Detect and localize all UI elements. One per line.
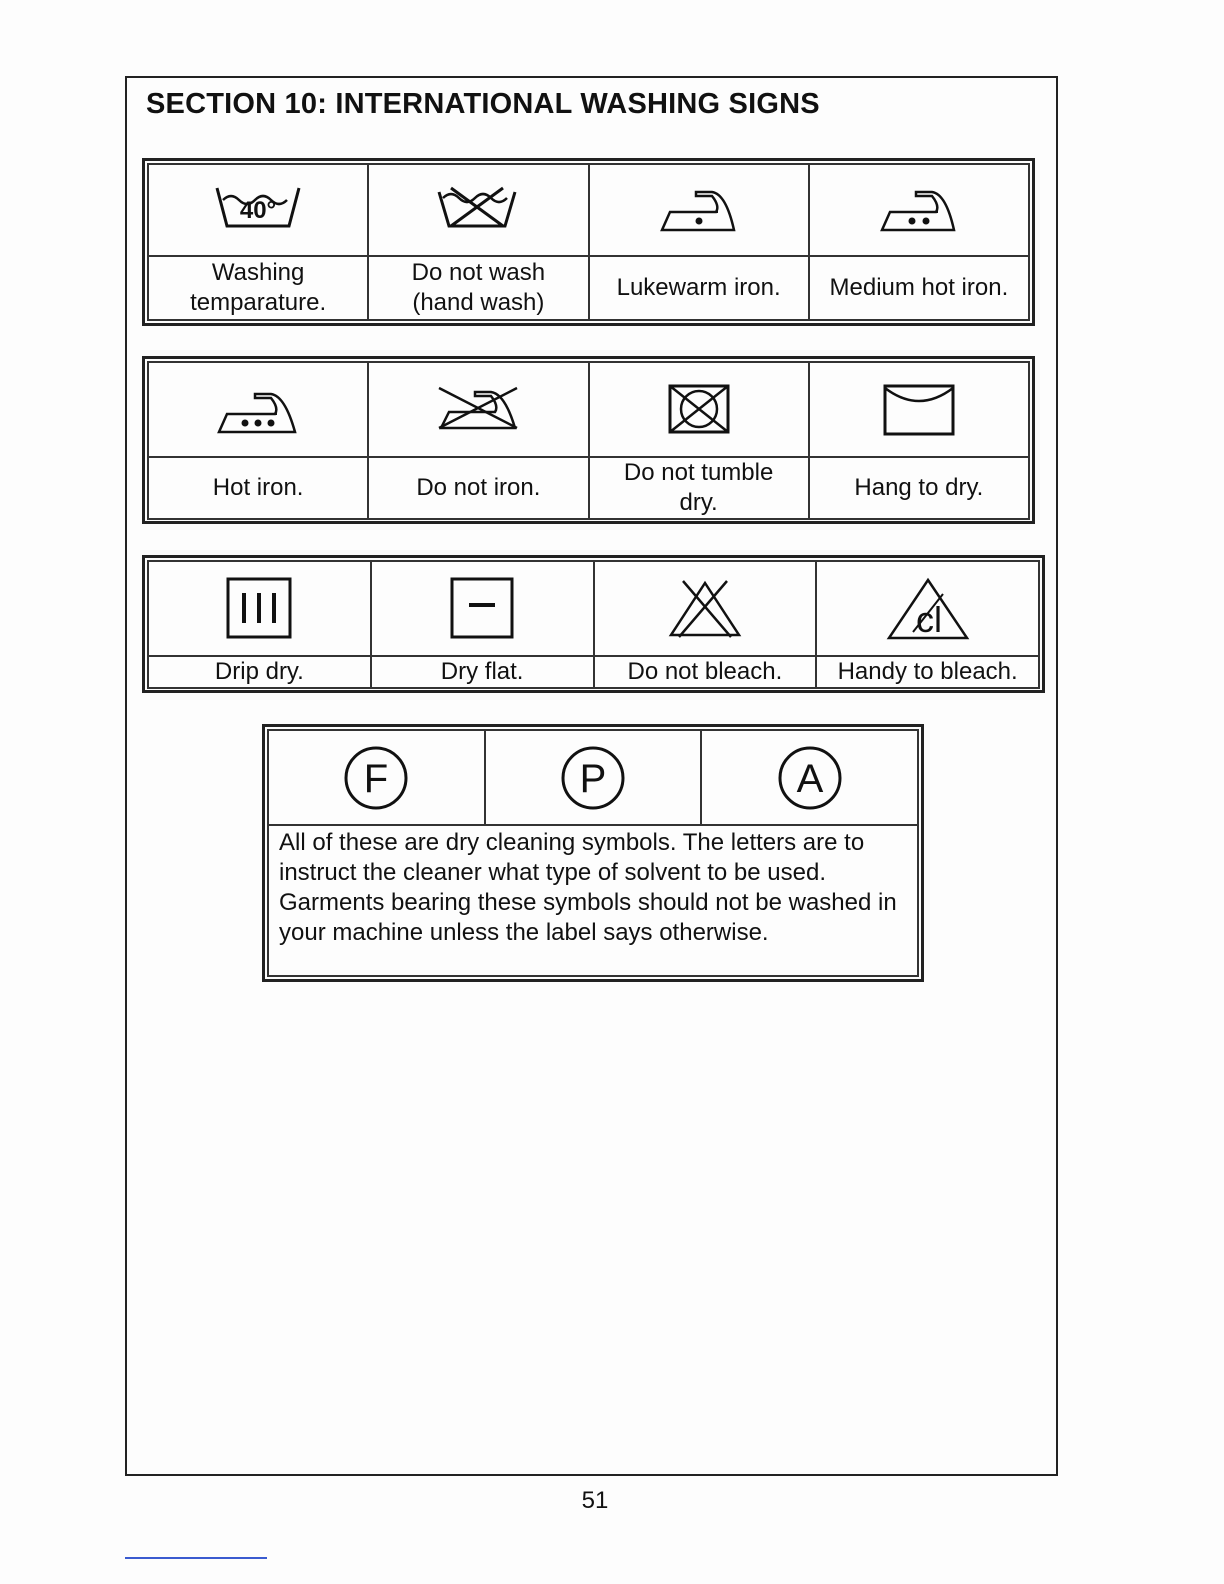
symbol-label bbox=[371, 656, 594, 688]
symbol-cell bbox=[368, 362, 588, 457]
symbol-cell bbox=[816, 561, 1039, 656]
label-dry-flat: Dry flat. bbox=[440, 658, 524, 685]
symbol-table-row-2 bbox=[142, 356, 1035, 524]
symbol-label bbox=[368, 457, 588, 519]
symbol-label bbox=[816, 656, 1039, 688]
do-not-wash-icon bbox=[433, 182, 523, 238]
dry-cleaning-description: All of these are dry cleaning symbols. The letters are to instruct the cleaner what type of solvent to be used. Garments bearing these symbols should not be washed in your machine unless the label says otherwise. bbox=[268, 825, 918, 976]
label-drip-dry: Drip dry. bbox=[214, 658, 304, 685]
symbol-label bbox=[148, 457, 368, 519]
hang-to-dry-icon bbox=[879, 382, 959, 438]
handy-to-bleach-icon bbox=[883, 576, 973, 642]
chlorine-text: cl bbox=[915, 598, 942, 640]
symbol-cell bbox=[368, 164, 588, 256]
symbol-cell bbox=[148, 164, 368, 256]
symbol-label bbox=[589, 256, 809, 320]
dry-clean-f-letter: F bbox=[364, 756, 389, 801]
iron-three-dots-icon bbox=[213, 382, 303, 438]
label-do-not-wash: Do not wash (hand wash) bbox=[411, 259, 546, 316]
label-hang-to-dry: Hang to dry. bbox=[854, 474, 984, 501]
wash-40-icon bbox=[213, 182, 303, 238]
symbol-table-row-1 bbox=[142, 158, 1035, 326]
label-medium-hot-iron: Medium hot iron. bbox=[829, 274, 1009, 301]
iron-one-dot-icon bbox=[654, 182, 744, 238]
dry-clean-p-icon bbox=[558, 743, 628, 813]
symbol-label bbox=[148, 256, 368, 320]
label-lukewarm-iron: Lukewarm iron. bbox=[616, 274, 781, 301]
footnote-divider bbox=[125, 1557, 267, 1559]
symbol-cell bbox=[589, 362, 809, 457]
do-not-bleach-icon bbox=[665, 577, 745, 641]
symbol-cell bbox=[809, 362, 1029, 457]
symbol-cell bbox=[268, 730, 485, 825]
do-not-iron-icon bbox=[433, 382, 523, 438]
label-hot-iron: Hot iron. bbox=[212, 474, 304, 501]
dry-cleaning-table bbox=[262, 724, 924, 982]
symbol-table-row-3 bbox=[142, 555, 1045, 693]
dry-clean-a-icon bbox=[775, 743, 845, 813]
symbol-cell bbox=[589, 164, 809, 256]
do-not-tumble-dry-icon bbox=[664, 382, 734, 438]
wash-temperature-text: 40° bbox=[239, 197, 277, 224]
drip-dry-icon bbox=[224, 577, 294, 641]
symbol-cell bbox=[371, 561, 594, 656]
label-do-not-iron: Do not iron. bbox=[416, 474, 541, 501]
symbol-label bbox=[148, 656, 371, 688]
symbol-cell bbox=[148, 362, 368, 457]
symbol-cell bbox=[148, 561, 371, 656]
iron-two-dots-icon bbox=[874, 182, 964, 238]
label-washing-temperature: Washing temparature. bbox=[190, 259, 327, 316]
symbol-cell bbox=[485, 730, 702, 825]
section-title: SECTION 10: INTERNATIONAL WASHING SIGNS bbox=[146, 88, 820, 120]
dry-clean-a-letter: A bbox=[796, 756, 823, 801]
label-do-not-tumble-dry: Do not tumble dry. bbox=[623, 459, 774, 516]
symbol-label bbox=[594, 656, 817, 688]
label-do-not-bleach: Do not bleach. bbox=[627, 658, 783, 685]
symbol-label bbox=[809, 256, 1029, 320]
symbol-cell bbox=[594, 561, 817, 656]
dry-flat-icon bbox=[449, 577, 515, 641]
dry-clean-f-icon bbox=[341, 743, 411, 813]
dry-clean-p-letter: P bbox=[579, 756, 607, 801]
symbol-label bbox=[368, 256, 588, 320]
page-number: 51 bbox=[581, 1487, 609, 1514]
symbol-cell bbox=[701, 730, 918, 825]
symbol-label bbox=[589, 457, 809, 519]
label-handy-to-bleach: Handy to bleach. bbox=[837, 658, 1018, 685]
symbol-label bbox=[809, 457, 1029, 519]
symbol-cell bbox=[809, 164, 1029, 256]
